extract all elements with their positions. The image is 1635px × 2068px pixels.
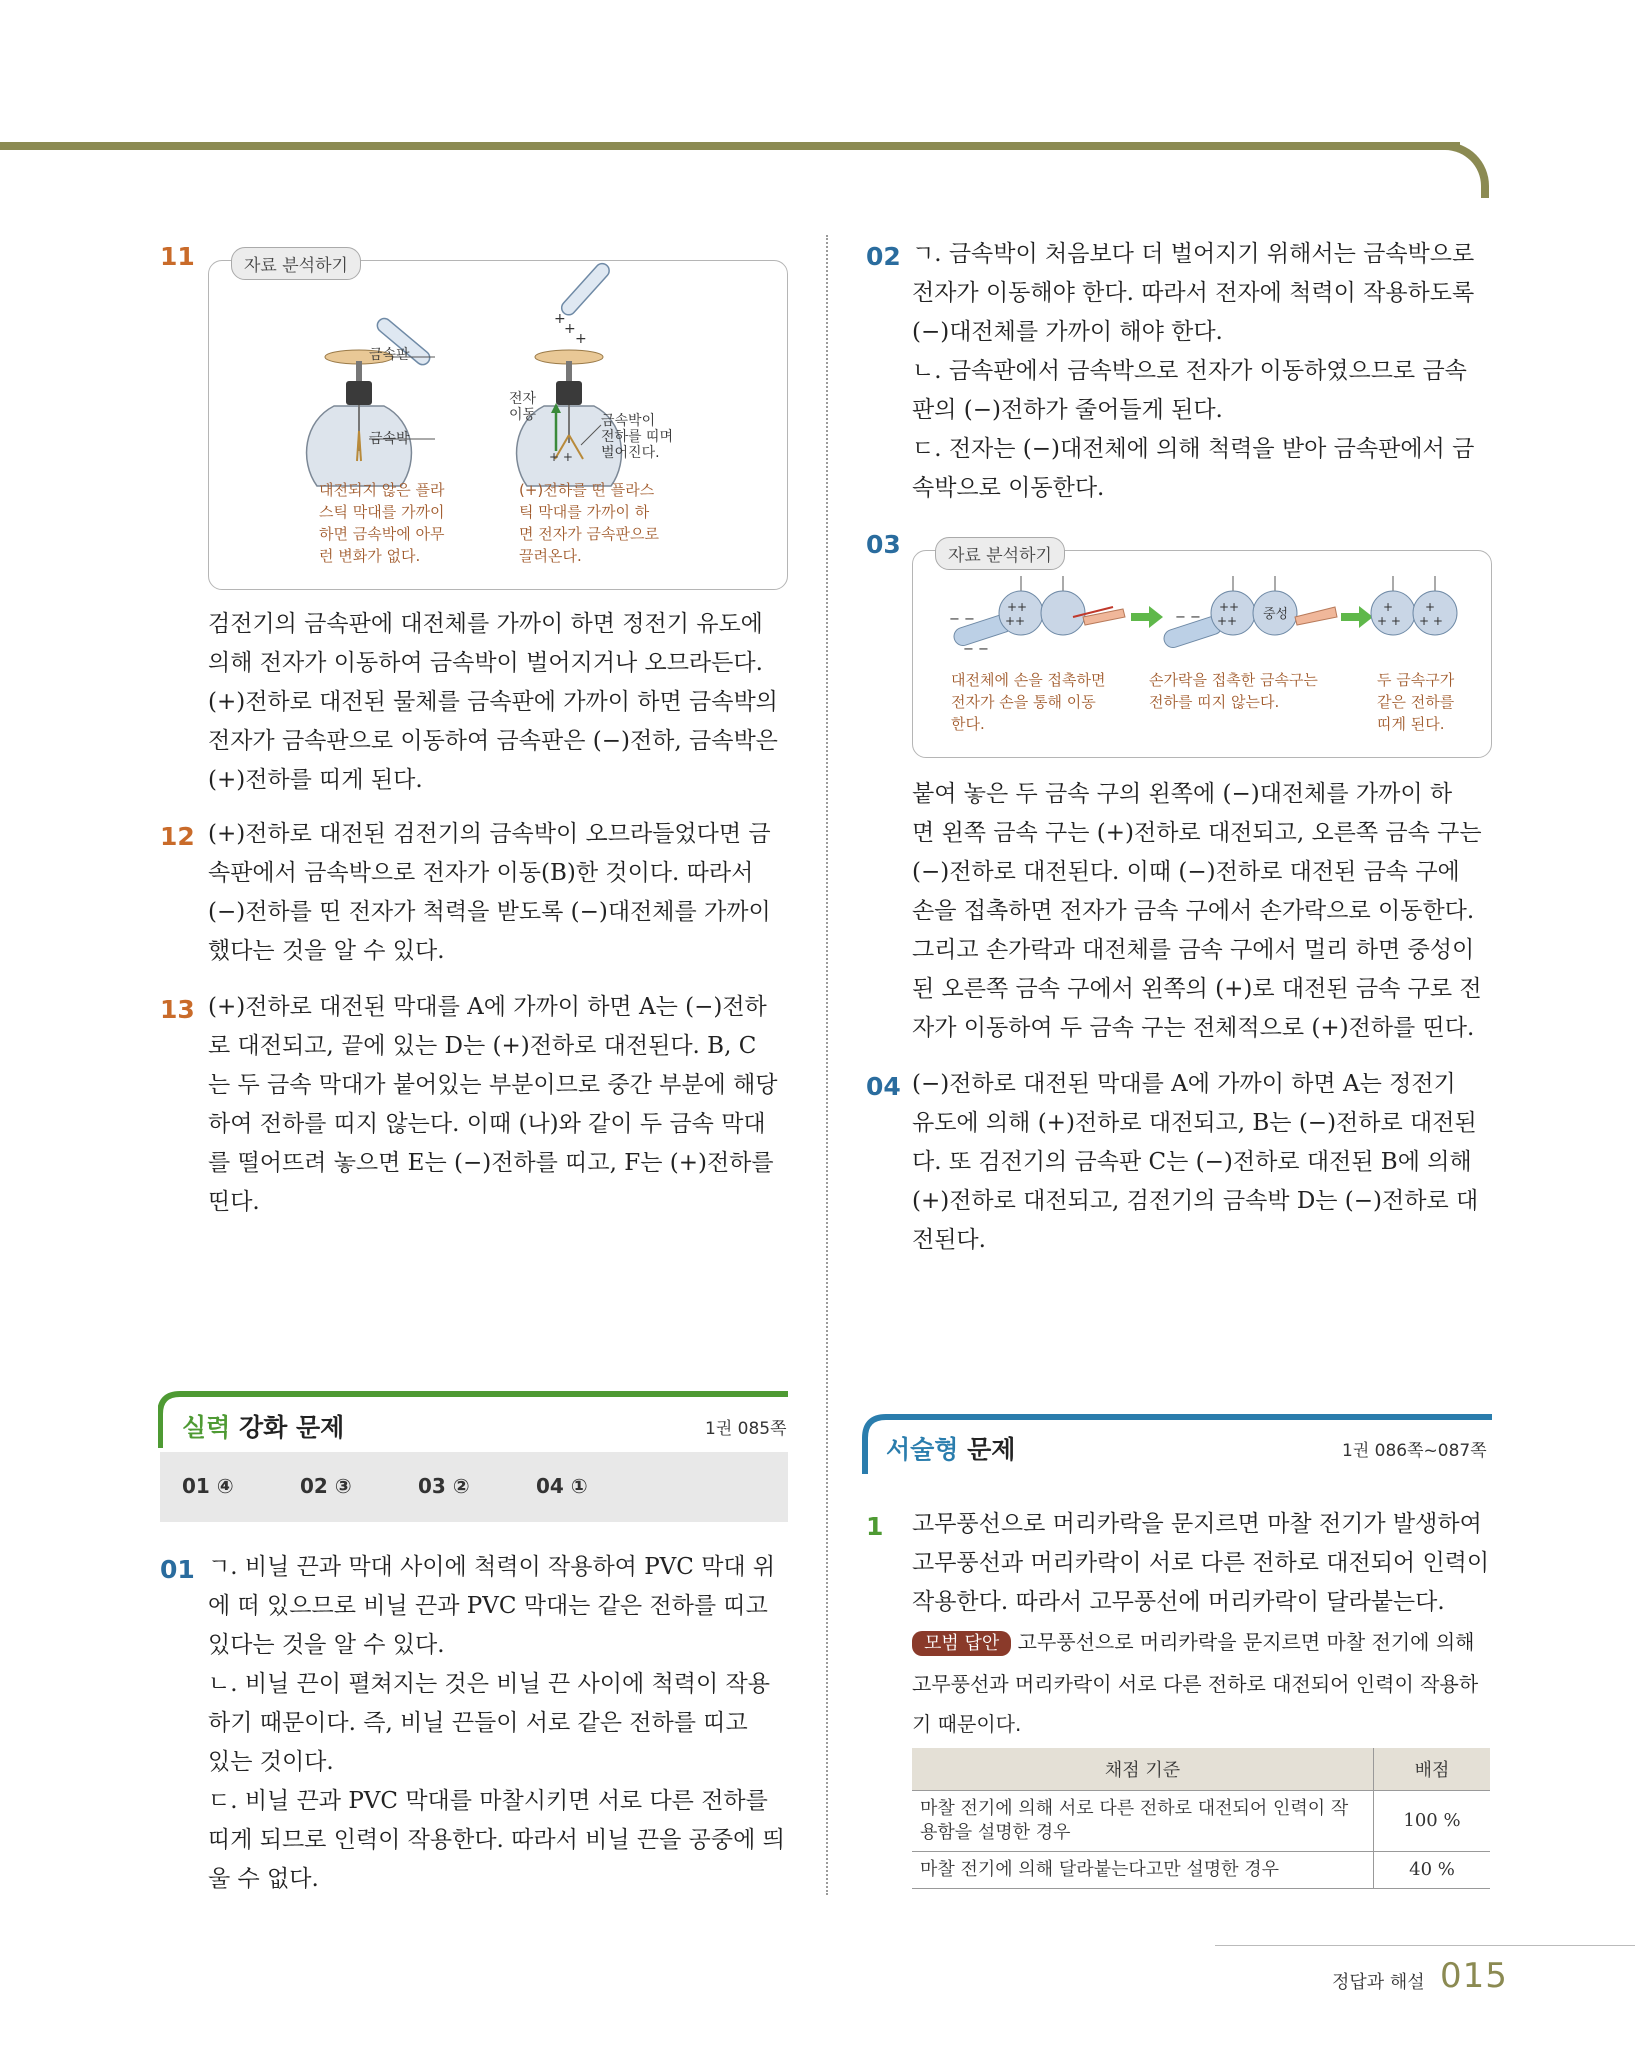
label-metal-plate: 금속판 <box>369 347 410 363</box>
svg-text:+ +: + + <box>1377 614 1401 628</box>
svg-text:++: ++ <box>1007 600 1028 614</box>
question-number-desc-1: 1 <box>866 1512 884 1541</box>
analysis-tag-03: 자료 분석하기 <box>935 537 1065 570</box>
page-number: 015 <box>1440 1956 1508 1996</box>
question-number-13: 13 <box>160 995 195 1024</box>
header-band-curve <box>1445 142 1489 198</box>
label-metal-foil: 금속박 <box>369 431 410 447</box>
answer-text-04: (−)전하로 대전된 막대를 A에 가까이 하면 A는 정전기 유도에 의해 (+)전하로 대전되고, B는 (−)전하로 대전된 다. 또 검전기의 금속판 C는 (−)전하로 대전된 B에 의해 (+)전하로 대전되고, 검전기의 금속박 D는 (−)전하로 대 전된다. <box>912 1071 1479 1253</box>
caption-right: (+)전하를 띤 플라스 틱 막대를 가까이 하 면 전자가 금속판으로 끌려온다. <box>519 481 659 565</box>
stage-3 <box>1371 576 1457 635</box>
figure-box-q03 <box>912 546 1492 758</box>
answer-text-13: (+)전하로 대전된 막대를 A에 가까이 하면 A는 (−)전하 로 대전되고, 끝에 있는 D는 (+)전하로 대전된다. B, C 는 두 금속 막대가 붙어있는 부분이므로 중간 부분에 해당 하여 전하를 띠지 않는다. 이때 (나)와 같이 두 금속 막대 를 떨어뜨려 놓으면 E는 (−)전하를 띠고, F는 (+)전하를 띤다. <box>208 994 778 1215</box>
svg-text:+: + <box>564 321 576 337</box>
svg-text:+: + <box>1425 600 1436 614</box>
question-number-12: 12 <box>160 822 195 851</box>
answer-key-bar <box>160 1452 788 1522</box>
header-band <box>0 142 1460 150</box>
analysis-tag: 자료 분석하기 <box>231 247 361 280</box>
answer-text-12: (+)전하로 대전된 검전기의 금속박이 오므라들었다면 금 속판에서 금속박으로 전자가 이동(B)한 것이다. 따라서 (−)전하를 띤 전자가 척력을 받도록 (−)대전체를 가까이 했다는 것을 알 수 있다. <box>208 821 771 964</box>
question-number-01: 01 <box>160 1555 195 1584</box>
answer-text-03: 붙여 놓은 두 금속 구의 왼쪽에 (−)대전체를 가까이 하 면 왼쪽 금속 구는 (+)전하로 대전되고, 오른쪽 금속 구는 (−)전하로 대전된다. 이때 (−)전하로 대전된 금속 구에 손을 접촉하면 전자가 금속 구에서 손가락으로 이동한다. 그리고 손가락과 대전체를 금속 구에서 멀리 하면 중성이 된 오른쪽 금속 구에서 왼쪽의 (+)로 대전된 금속 구로 전 자가 이동하여 두 금속 구는 전체적으로 (+)전하를 띤다. <box>912 781 1482 1041</box>
answer-key-01: 01 ④ <box>182 1474 234 1498</box>
svg-text:− −: − − <box>963 642 989 657</box>
electroscope-illustration <box>209 261 787 589</box>
answer-text-desc-1: 고무풍선으로 머리카락을 문지르면 마찰 전기가 발생하여 고무풍선과 머리카락이 서로 다른 전하로 대전되어 인력이 작용한다. 따라서 고무풍선에 머리카락이 달라붙는다. <box>912 1511 1490 1615</box>
answer-key-04: 04 ① <box>536 1474 588 1498</box>
label-neutral: 중성 <box>1263 607 1289 622</box>
caption-stage-3: 두 금속구가 같은 전하를 띠게 된다. <box>1377 671 1455 733</box>
caption-stage-1: 대전체에 손을 접촉하면 전자가 손을 통해 이동 한다. <box>951 671 1106 733</box>
scoring-header-points: 배점 <box>1374 1748 1491 1791</box>
answer-text-01: ㄱ. 비닐 끈과 막대 사이에 척력이 작용하여 PVC 막대 위 에 떠 있으므로 비닐 끈과 PVC 막대는 같은 전하를 띠고 있다는 것을 알 수 있다. ㄴ. 비닐 끈이 펼쳐지는 것은 비닐 끈 사이에 척력이 작용 하기 때문이다. 즉, 비닐 끈들이 서로 같은 전하를 띠고 있는 것이다. ㄷ. 비닐 끈과 PVC 막대를 마찰시키면 서로 다른 전하를 띠게 되므로 인력이 작용한다. 따라서 비닐 끈을 공중에 띄 울 수 없다. <box>208 1554 785 1892</box>
scoring-row <box>912 1852 1490 1889</box>
section-title-descriptive: 서술형 문제 <box>886 1435 1016 1464</box>
answer-key-03: 03 ② <box>418 1474 470 1498</box>
scoring-points: 100 % <box>1374 1791 1491 1852</box>
answer-text-11: 검전기의 금속판에 대전체를 가까이 하면 정전기 유도에 의해 전자가 이동하여 금속박이 벌어지거나 오므라든다. (+)전하로 대전된 물체를 금속판에 가까이 하면 금속박의 전자가 금속판으로 이동하여 금속판은 (−)전하, 금속박은 (+)전하를 띠게 된다. <box>208 611 778 793</box>
scoring-table <box>912 1748 1490 1889</box>
svg-text:++: ++ <box>1219 600 1240 614</box>
scoring-criterion: 마찰 전기에 의해 달라붙는다고만 설명한 경우 <box>912 1852 1374 1889</box>
svg-text:+ +: + + <box>1419 614 1443 628</box>
figure-box-q11 <box>208 256 788 590</box>
section-title-skill: 실력 강화 문제 <box>182 1413 345 1442</box>
charged-rod <box>559 261 612 318</box>
model-answer: 모범 답안 고무풍선으로 머리카락을 문지르면 마찰 전기에 의해 고무풍선과 머리카락이 서로 다른 전하로 대전되어 인력이 작용하 기 때문이다. <box>912 1630 1479 1736</box>
electroscope-left <box>307 350 435 486</box>
stage-1 <box>949 576 1125 657</box>
svg-text:+: + <box>575 331 587 347</box>
scoring-row <box>912 1791 1490 1852</box>
section-ref-descriptive: 1권 086쪽~087쪽 <box>1342 1441 1487 1461</box>
arrow-2 <box>1341 606 1373 628</box>
scoring-header-criteria: 채점 기준 <box>912 1748 1374 1791</box>
question-number-03: 03 <box>866 530 901 559</box>
label-foil-opens: 금속박이 전하를 띠며 벌어진다. <box>601 413 674 461</box>
stage-2 <box>1162 576 1337 650</box>
svg-text:− −: − − <box>949 612 975 627</box>
column-divider <box>826 235 828 1895</box>
label-electron: 전자 <box>509 391 537 407</box>
svg-text:+: + <box>554 311 566 327</box>
caption-stage-2: 손가락을 접촉한 금속구는 전하를 띠지 않는다. <box>1149 671 1318 711</box>
section-ref-skill: 1권 085쪽 <box>705 1419 787 1439</box>
footer-rule <box>1215 1945 1635 1946</box>
caption-left: 대전되지 않은 플라 스틱 막대를 가까이 하면 금속박에 아무 런 변화가 없다. <box>319 481 445 565</box>
footer-label: 정답과 해설 <box>1332 1972 1425 1993</box>
answer-key-02: 02 ③ <box>300 1474 352 1498</box>
label-move: 이동 <box>509 407 537 423</box>
scoring-points: 40 % <box>1374 1852 1491 1889</box>
arrow-1 <box>1131 606 1163 628</box>
question-number-04: 04 <box>866 1072 901 1101</box>
svg-text:++: ++ <box>1005 614 1026 628</box>
scoring-criterion: 마찰 전기에 의해 서로 다른 전하로 대전되어 인력이 작용함을 설명한 경우 <box>912 1791 1374 1852</box>
svg-text:− −: − − <box>1175 610 1201 625</box>
svg-text:+: + <box>1383 600 1394 614</box>
question-number-11: 11 <box>160 242 195 271</box>
svg-text:++: ++ <box>1217 614 1238 628</box>
model-answer-badge: 모범 답안 <box>912 1631 1011 1656</box>
answer-text-02: ㄱ. 금속박이 처음보다 더 벌어지기 위해서는 금속박으로 전자가 이동해야 한다. 따라서 전자에 척력이 작용하도록 (−)대전체를 가까이 해야 한다. ㄴ. 금속판에서 금속박으로 전자가 이동하였으므로 금속 판의 (−)전하가 줄어들게 된다. ㄷ. 전자는 (−)대전체에 의해 척력을 받아 금속판에서 금 속박으로 이동한다. <box>912 241 1475 501</box>
svg-text:+ +: + + <box>549 450 573 464</box>
question-number-02: 02 <box>866 242 901 271</box>
